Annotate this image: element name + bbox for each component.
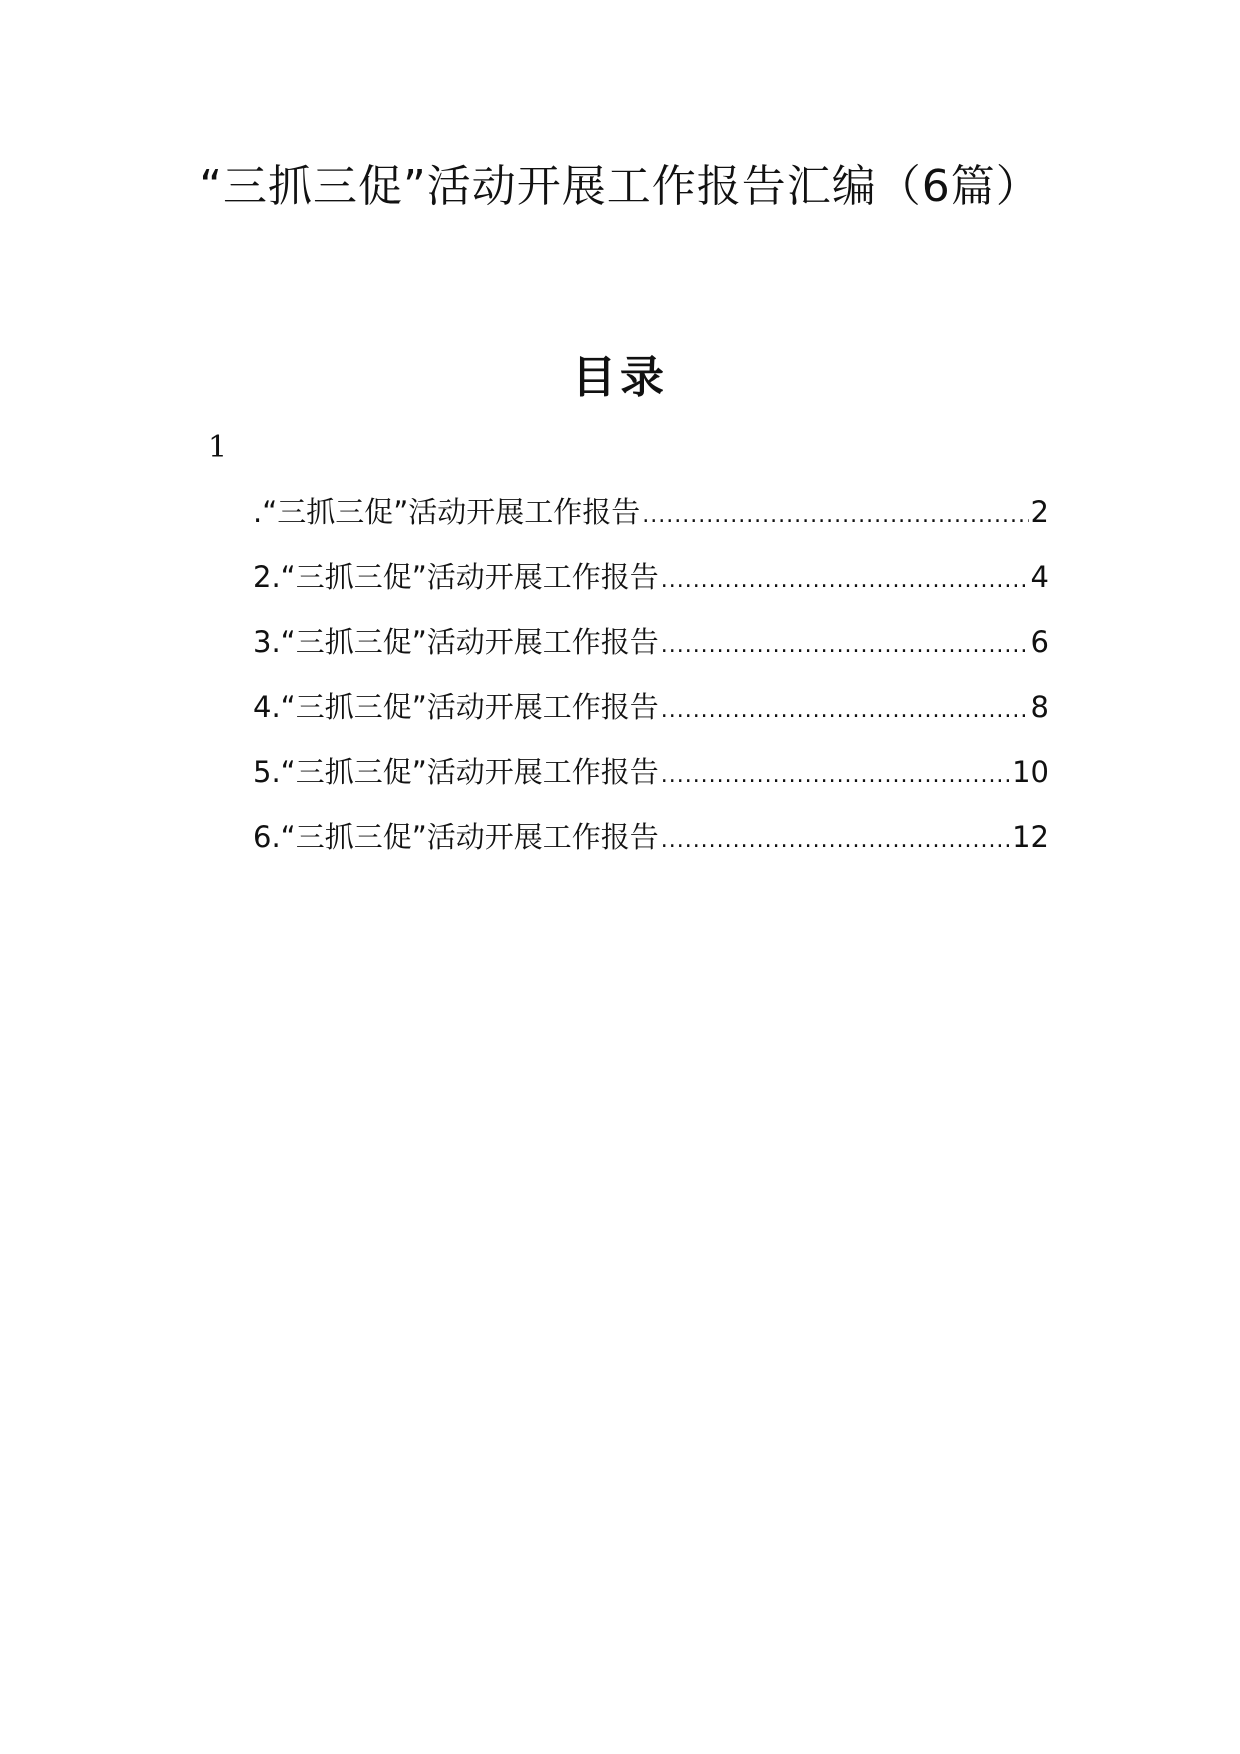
toc-leader-dots	[642, 490, 1028, 542]
toc-entry[interactable]	[253, 681, 1049, 746]
document-title: “三抓三促”活动开展工作报告汇编（6篇）	[199, 161, 1041, 212]
toc-leader-dots	[661, 620, 1029, 672]
toc-entry-title: 5.“三抓三促”活动开展工作报告	[253, 755, 659, 789]
toc-page-number: 12	[1012, 820, 1049, 854]
toc-stray-number: 1	[208, 430, 228, 465]
toc-entry-title: .“三抓三促”活动开展工作报告	[253, 495, 641, 529]
toc-page-number: 10	[1012, 755, 1049, 789]
toc-leader-dots	[661, 685, 1029, 737]
toc-entry[interactable]	[253, 811, 1049, 876]
toc-entry[interactable]	[253, 551, 1049, 616]
toc-entry[interactable]	[253, 616, 1049, 681]
toc-entry-title: 4.“三抓三促”活动开展工作报告	[253, 690, 659, 724]
toc-entry-title: 2.“三抓三促”活动开展工作报告	[253, 560, 659, 594]
toc-entry-title: 6.“三抓三促”活动开展工作报告	[253, 820, 659, 854]
toc-page-number: 4	[1030, 560, 1049, 594]
toc-entry[interactable]	[253, 746, 1049, 811]
toc-entry[interactable]	[253, 486, 1049, 551]
toc-page-number: 8	[1030, 690, 1049, 724]
toc-page-number: 6	[1030, 625, 1049, 659]
toc-leader-dots	[661, 750, 1010, 802]
table-of-contents	[253, 486, 1049, 876]
toc-heading: 目录	[572, 352, 668, 403]
toc-page-number: 2	[1030, 495, 1049, 529]
toc-leader-dots	[661, 815, 1010, 867]
toc-entry-title: 3.“三抓三促”活动开展工作报告	[253, 625, 659, 659]
toc-leader-dots	[661, 555, 1029, 607]
